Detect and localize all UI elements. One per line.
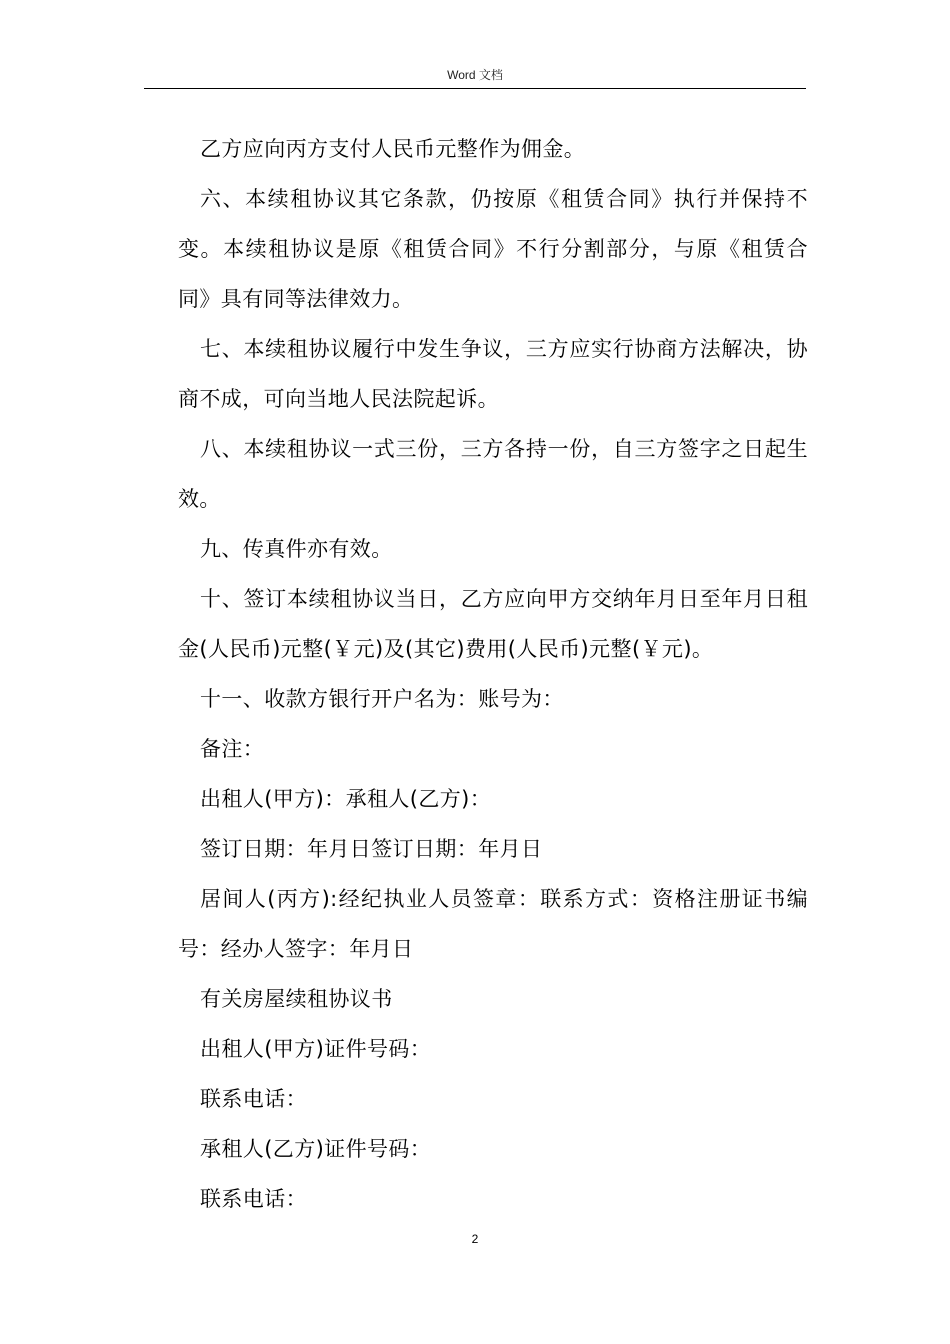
paragraph-clause-9: 九、传真件亦有效。 [200,537,393,561]
paragraph-clause-8: 八、本续租协议一式三份，三方各持一份，自三方签字之日起生效。 [178,437,808,511]
page-number: 2 [471,1232,479,1246]
paragraph-signing-dates: 签订日期：年月日签订日期：年月日 [200,837,543,861]
paragraph-intermediary: 居间人(丙方):经纪执业人员签章：联系方式：资格注册证书编号：经办人签字：年月日 [178,887,808,961]
paragraph-clause-10: 十、签订本续租协议当日，乙方应向甲方交纳年月日至年月日租金(人民币)元整(￥元)及(其它)费用(人民币)元整(￥元)。 [178,587,808,661]
page-header: Word 文档 [447,68,503,82]
paragraph-commission: 乙方应向丙方支付人民币元整作为佣金。 [200,137,586,161]
paragraph-lessee-phone: 联系电话： [200,1187,307,1211]
paragraph-lessor-phone: 联系电话： [200,1087,307,1111]
paragraph-agreement-title: 有关房屋续租协议书 [200,987,393,1011]
paragraph-remarks: 备注： [200,737,265,761]
paragraph-clause-6: 六、本续租协议其它条款，仍按原《租赁合同》执行并保持不变。本续租协议是原《租赁合同》不行分割部分，与原《租赁合同》具有同等法律效力。 [178,187,808,311]
paragraph-lessee-id: 承租人(乙方)证件号码： [200,1137,432,1161]
paragraph-lessor-id: 出租人(甲方)证件号码： [200,1037,432,1061]
paragraph-lessor-lessee: 出租人(甲方)：承租人(乙方)： [200,787,492,811]
header-divider [144,88,806,89]
document-body [178,124,808,1224]
paragraph-clause-11: 十一、收款方银行开户名为：账号为： [200,687,564,711]
paragraph-clause-7: 七、本续租协议履行中发生争议，三方应实行协商方法解决，协商不成，可向当地人民法院起诉。 [178,337,808,411]
